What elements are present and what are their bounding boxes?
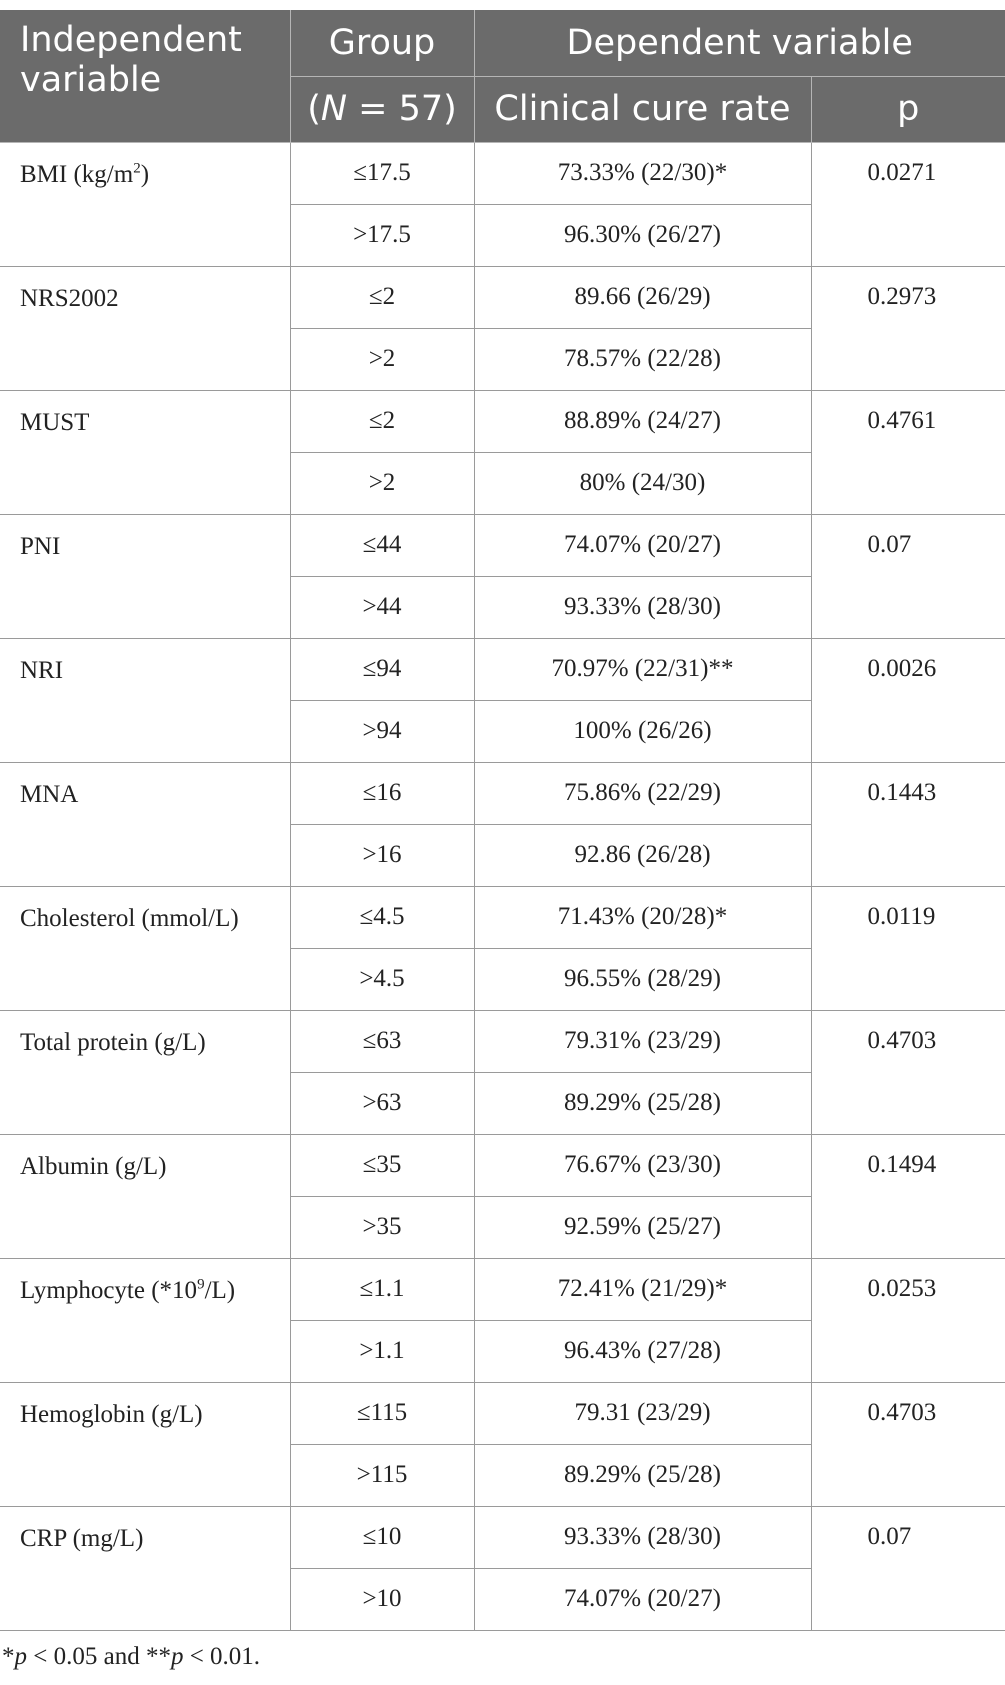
table-row <box>0 1382 1005 1444</box>
variable-label: PNI <box>20 532 61 560</box>
footnote-p1: p <box>14 1642 27 1670</box>
cell-group-low: ≤44 <box>290 514 474 576</box>
cell-group-low: ≤2 <box>290 390 474 452</box>
cell-cure-rate-low: 79.31% (23/29) <box>474 1010 811 1072</box>
variable-label: Hemoglobin (g/L) <box>20 1400 203 1428</box>
variable-label: Albumin (g/L) <box>20 1152 167 1180</box>
cell-group-low: ≤2 <box>290 266 474 328</box>
cell-cure-rate-high: 78.57% (22/28) <box>474 328 811 390</box>
cell-p-value: 0.07 <box>811 514 1005 638</box>
cell-group-high: >16 <box>290 824 474 886</box>
cell-group-high: >17.5 <box>290 204 474 266</box>
cell-group-low: ≤16 <box>290 762 474 824</box>
cell-p-value: 0.0271 <box>811 142 1005 266</box>
variable-label: NRI <box>20 656 64 684</box>
variable-label: MUST <box>20 408 90 436</box>
table-row <box>0 762 1005 824</box>
table-header <box>0 10 1005 142</box>
cell-p-value: 0.2973 <box>811 266 1005 390</box>
variable-label: Lymphocyte (*10 <box>20 1276 198 1304</box>
footnote-mid: < 0.05 and ** <box>27 1642 171 1670</box>
cell-cure-rate-high: 80% (24/30) <box>474 452 811 514</box>
table-row <box>0 1506 1005 1568</box>
variable-superscript: 2 <box>133 160 141 177</box>
cell-cure-rate-high: 92.86 (26/28) <box>474 824 811 886</box>
cell-p-value: 0.0253 <box>811 1258 1005 1382</box>
cell-variable <box>0 514 290 638</box>
header-group: Group <box>290 10 474 76</box>
footnote-end: < 0.01. <box>183 1642 261 1670</box>
table-row <box>0 1010 1005 1072</box>
cell-cure-rate-low: 71.43% (20/28)* <box>474 886 811 948</box>
header-dependent-variable: Dependent variable <box>474 10 1005 76</box>
cell-group-high: >2 <box>290 452 474 514</box>
cell-group-high: >115 <box>290 1444 474 1506</box>
cell-group-low: ≤17.5 <box>290 142 474 204</box>
cell-cure-rate-low: 70.97% (22/31)** <box>474 638 811 700</box>
table-row <box>0 142 1005 204</box>
table-row <box>0 514 1005 576</box>
cell-cure-rate-high: 89.29% (25/28) <box>474 1444 811 1506</box>
variable-label: CRP (mg/L) <box>20 1524 144 1552</box>
cell-cure-rate-high: 92.59% (25/27) <box>474 1196 811 1258</box>
cell-cure-rate-low: 72.41% (21/29)* <box>474 1258 811 1320</box>
header-group-n <box>290 76 474 142</box>
cell-variable <box>0 1258 290 1382</box>
cell-group-low: ≤35 <box>290 1134 474 1196</box>
cell-p-value: 0.4703 <box>811 1010 1005 1134</box>
cell-variable <box>0 390 290 514</box>
cell-group-high: >1.1 <box>290 1320 474 1382</box>
cell-variable <box>0 1010 290 1134</box>
cell-p-value: 0.0119 <box>811 886 1005 1010</box>
table-row <box>0 390 1005 452</box>
table-row <box>0 886 1005 948</box>
cell-group-high: >35 <box>290 1196 474 1258</box>
variable-label: Cholesterol (mmol/L) <box>20 904 239 932</box>
cell-p-value: 0.07 <box>811 1506 1005 1630</box>
header-group-n-suffix: = 57) <box>347 89 457 129</box>
cell-cure-rate-low: 89.66 (26/29) <box>474 266 811 328</box>
cell-p-value: 0.4761 <box>811 390 1005 514</box>
table-row <box>0 1134 1005 1196</box>
header-p: p <box>811 76 1005 142</box>
header-group-n-prefix: ( <box>307 89 321 129</box>
cell-group-high: >94 <box>290 700 474 762</box>
cell-cure-rate-low: 74.07% (20/27) <box>474 514 811 576</box>
cell-p-value: 0.0026 <box>811 638 1005 762</box>
header-clinical-cure-rate: Clinical cure rate <box>474 76 811 142</box>
cell-group-high: >4.5 <box>290 948 474 1010</box>
variable-label-suffix: ) <box>140 160 150 188</box>
cell-variable <box>0 638 290 762</box>
table-footnote <box>0 1631 1005 1671</box>
cell-cure-rate-low: 73.33% (22/30)* <box>474 142 811 204</box>
table-body <box>0 142 1005 1630</box>
cell-p-value: 0.1443 <box>811 762 1005 886</box>
cell-p-value: 0.1494 <box>811 1134 1005 1258</box>
footnote-p2: p <box>170 1642 184 1670</box>
cell-variable <box>0 1382 290 1506</box>
footnote-star: * <box>2 1642 15 1670</box>
cell-group-high: >44 <box>290 576 474 638</box>
table-row <box>0 1258 1005 1320</box>
cell-group-low: ≤63 <box>290 1010 474 1072</box>
header-group-n-italic: N <box>320 89 348 129</box>
cell-variable <box>0 142 290 266</box>
cell-variable <box>0 886 290 1010</box>
variable-label: MNA <box>20 780 79 808</box>
cell-cure-rate-high: 93.33% (28/30) <box>474 576 811 638</box>
variable-label-suffix: /L) <box>204 1276 236 1304</box>
cell-cure-rate-low: 88.89% (24/27) <box>474 390 811 452</box>
cell-p-value: 0.4703 <box>811 1382 1005 1506</box>
cell-group-low: ≤1.1 <box>290 1258 474 1320</box>
cell-cure-rate-high: 100% (26/26) <box>474 700 811 762</box>
results-table <box>0 10 1005 1631</box>
header-independent-variable: Independent variable <box>0 10 290 142</box>
variable-label: BMI (kg/m <box>20 160 134 188</box>
table-row <box>0 266 1005 328</box>
cell-variable <box>0 1506 290 1630</box>
cell-cure-rate-high: 96.55% (28/29) <box>474 948 811 1010</box>
cell-group-low: ≤115 <box>290 1382 474 1444</box>
cell-group-high: >10 <box>290 1568 474 1630</box>
cell-group-low: ≤94 <box>290 638 474 700</box>
cell-group-low: ≤10 <box>290 1506 474 1568</box>
cell-group-high: >63 <box>290 1072 474 1134</box>
results-table-container <box>0 10 1005 1671</box>
table-row <box>0 638 1005 700</box>
cell-cure-rate-low: 79.31 (23/29) <box>474 1382 811 1444</box>
variable-superscript: 9 <box>197 1276 205 1293</box>
cell-cure-rate-low: 76.67% (23/30) <box>474 1134 811 1196</box>
cell-cure-rate-low: 93.33% (28/30) <box>474 1506 811 1568</box>
cell-cure-rate-high: 96.43% (27/28) <box>474 1320 811 1382</box>
cell-variable <box>0 762 290 886</box>
cell-cure-rate-high: 89.29% (25/28) <box>474 1072 811 1134</box>
cell-cure-rate-high: 96.30% (26/27) <box>474 204 811 266</box>
variable-label: NRS2002 <box>20 284 119 312</box>
cell-variable <box>0 1134 290 1258</box>
cell-group-high: >2 <box>290 328 474 390</box>
cell-cure-rate-low: 75.86% (22/29) <box>474 762 811 824</box>
cell-cure-rate-high: 74.07% (20/27) <box>474 1568 811 1630</box>
variable-label: Total protein (g/L) <box>20 1028 206 1056</box>
cell-variable <box>0 266 290 390</box>
cell-group-low: ≤4.5 <box>290 886 474 948</box>
